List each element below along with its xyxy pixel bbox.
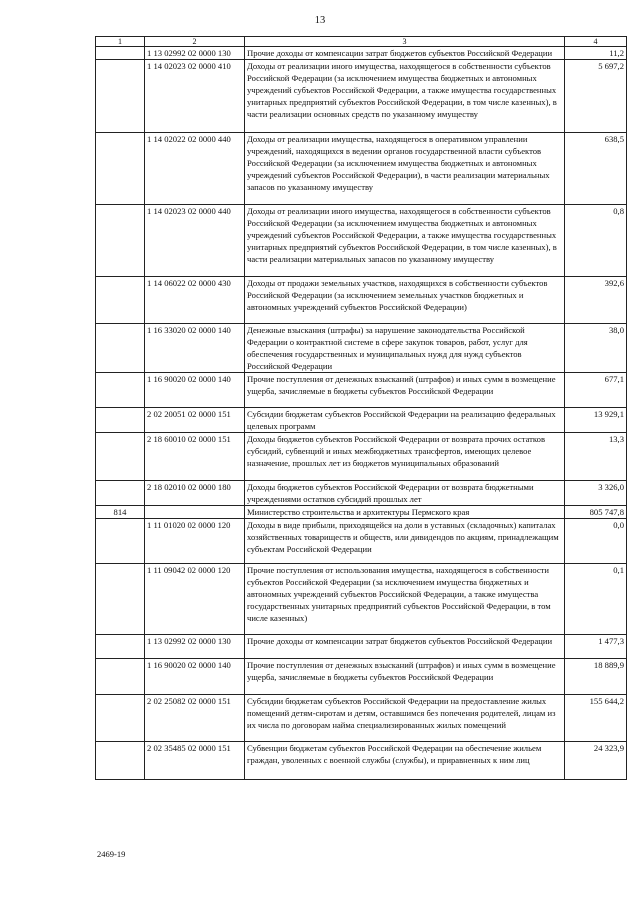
code-cell: 2 18 60010 02 0000 151 [145, 433, 245, 481]
table-row [96, 481, 627, 506]
table-row [96, 133, 627, 205]
description-cell: Доходы в виде прибыли, приходящейся на доли в уставных (складочных) капиталах хозяйственных товариществ и обществ, или дивидендов по акциям, принадлежащим субъектам Российской Федерации [245, 519, 565, 564]
amount-cell: 13,3 [565, 433, 627, 481]
dept-cell [96, 635, 145, 659]
description-cell: Субвенции бюджетам субъектов Российской Федерации на обеспечение жильем граждан, уволенных с военной службы (службы), и приравненных к ним лиц [245, 742, 565, 780]
dept-cell: 814 [96, 506, 145, 519]
page-number: 13 [314, 15, 326, 26]
revenue-table [95, 36, 627, 780]
amount-cell: 3 326,0 [565, 481, 627, 506]
dept-cell [96, 695, 145, 742]
description-cell: Субсидии бюджетам субъектов Российской Федерации на реализацию федеральных целевых программ [245, 408, 565, 433]
code-cell: 1 14 02022 02 0000 440 [145, 133, 245, 205]
table-row [96, 433, 627, 481]
amount-cell: 13 929,1 [565, 408, 627, 433]
dept-cell [96, 205, 145, 277]
description-cell: Доходы от реализации имущества, находящегося в оперативном управлении учреждений, находящихся в ведении органов государственной власти субъектов Российской Федерации (за исключением имущества бюджетных и автономных учреждений субъектов Российской Федерации), в части реализации материальных запасов по указанному имуществу [245, 133, 565, 205]
table-row [96, 519, 627, 564]
description-cell: Прочие поступления от денежных взысканий (штрафов) и иных сумм в возмещение ущерба, зачисляемые в бюджеты субъектов Российской Федерации [245, 659, 565, 695]
table-row [96, 60, 627, 133]
code-cell: 2 02 20051 02 0000 151 [145, 408, 245, 433]
table-row [96, 695, 627, 742]
table-row [96, 408, 627, 433]
description-cell: Доходы от продажи земельных участков, находящихся в собственности субъектов Российской Федерации (за исключением земельных участков бюджетных и автономных учреждений субъектов Российской Федерации) [245, 277, 565, 324]
table-row [96, 205, 627, 277]
description-cell: Министерство строительства и архитектуры Пермского края [245, 506, 565, 519]
dept-cell [96, 481, 145, 506]
code-cell: 1 11 09042 02 0000 120 [145, 564, 245, 635]
description-cell: Доходы от реализации иного имущества, находящегося в собственности субъектов Российской Федерации (за исключением имущества бюджетных и автономных учреждений субъектов Российской Федерации, а также имущества государственных унитарных предприятий субъектов Российской Федерации, в том числе казенных), в части реализации материальных запасов по указанному имуществу [245, 205, 565, 277]
table-row [96, 742, 627, 780]
dept-cell [96, 408, 145, 433]
header-col-1: 1 [96, 37, 145, 47]
amount-cell: 638,5 [565, 133, 627, 205]
code-cell: 1 14 06022 02 0000 430 [145, 277, 245, 324]
amount-cell: 0,8 [565, 205, 627, 277]
dept-cell [96, 60, 145, 133]
amount-cell: 38,0 [565, 324, 627, 373]
header-col-4: 4 [565, 37, 627, 47]
code-cell: 2 18 02010 02 0000 180 [145, 481, 245, 506]
table-row [96, 47, 627, 60]
amount-cell: 155 644,2 [565, 695, 627, 742]
dept-cell [96, 324, 145, 373]
description-cell: Прочие доходы от компенсации затрат бюджетов субъектов Российской Федерации [245, 47, 565, 60]
code-cell [145, 506, 245, 519]
dept-cell [96, 659, 145, 695]
code-cell: 1 16 33020 02 0000 140 [145, 324, 245, 373]
table-row [96, 373, 627, 408]
code-cell: 1 14 02023 02 0000 440 [145, 205, 245, 277]
code-cell: 2 02 35485 02 0000 151 [145, 742, 245, 780]
amount-cell: 677,1 [565, 373, 627, 408]
description-cell: Доходы бюджетов субъектов Российской Федерации от возврата бюджетными учреждениями остатков субсидий прошлых лет [245, 481, 565, 506]
amount-cell: 18 889,9 [565, 659, 627, 695]
description-cell: Прочие поступления от денежных взысканий (штрафов) и иных сумм в возмещение ущерба, зачисляемые в бюджеты субъектов Российской Федерации [245, 373, 565, 408]
code-cell: 1 16 90020 02 0000 140 [145, 659, 245, 695]
description-cell: Доходы бюджетов субъектов Российской Федерации от возврата прочих остатков субсидий, субвенций и иных межбюджетных трансфертов, имеющих целевое назначение, прошлых лет из бюджетов муниципальных образований [245, 433, 565, 481]
amount-cell: 1 477,3 [565, 635, 627, 659]
header-col-2: 2 [145, 37, 245, 47]
table-row [96, 659, 627, 695]
description-cell: Прочие поступления от использования имущества, находящегося в собственности субъектов Российской Федерации (за исключением имущества бюджетных и автономных учреждений субъектов Российской Федерации, а также имущества государственных унитарных предприятий субъектов Российской Федерации, в том числе казенных) [245, 564, 565, 635]
header-row [96, 37, 627, 47]
code-cell: 1 16 90020 02 0000 140 [145, 373, 245, 408]
code-cell: 1 14 02023 02 0000 410 [145, 60, 245, 133]
amount-cell: 805 747,8 [565, 506, 627, 519]
amount-cell: 24 323,9 [565, 742, 627, 780]
table-row [96, 564, 627, 635]
dept-cell [96, 47, 145, 60]
code-cell: 1 11 01020 02 0000 120 [145, 519, 245, 564]
dept-cell [96, 277, 145, 324]
amount-cell: 0,1 [565, 564, 627, 635]
description-cell: Денежные взыскания (штрафы) за нарушение законодательства Российской Федерации о контрактной системе в сфере закупок товаров, работ, услуг для обеспечения государственных и муниципальных нужд для нужд субъектов Российской Федерации [245, 324, 565, 373]
code-cell: 1 13 02992 02 0000 130 [145, 47, 245, 60]
description-cell: Субсидии бюджетам субъектов Российской Федерации на предоставление жилых помещений детям-сиротам и детям, оставшимся без попечения родителей, лицам из их числа по договорам найма специализированных жилых помещений [245, 695, 565, 742]
description-cell: Доходы от реализации иного имущества, находящегося в собственности субъектов Российской Федерации (за исключением имущества бюджетных и автономных учреждений субъектов Российской Федерации, а также имущества государственных унитарных предприятий субъектов Российской Федерации, в том числе казенных), в части реализации основных средств по указанному имуществу [245, 60, 565, 133]
table-row [96, 324, 627, 373]
description-cell: Прочие доходы от компенсации затрат бюджетов субъектов Российской Федерации [245, 635, 565, 659]
dept-cell [96, 519, 145, 564]
dept-cell [96, 564, 145, 635]
table-row [96, 506, 627, 519]
amount-cell: 5 697,2 [565, 60, 627, 133]
code-cell: 2 02 25082 02 0000 151 [145, 695, 245, 742]
amount-cell: 0,0 [565, 519, 627, 564]
dept-cell [96, 133, 145, 205]
amount-cell: 11,2 [565, 47, 627, 60]
code-cell: 1 13 02992 02 0000 130 [145, 635, 245, 659]
table-row [96, 277, 627, 324]
table-row [96, 635, 627, 659]
dept-cell [96, 373, 145, 408]
dept-cell [96, 742, 145, 780]
dept-cell [96, 433, 145, 481]
header-col-3: 3 [245, 37, 565, 47]
amount-cell: 392,6 [565, 277, 627, 324]
document-code: 2469-19 [97, 849, 126, 859]
